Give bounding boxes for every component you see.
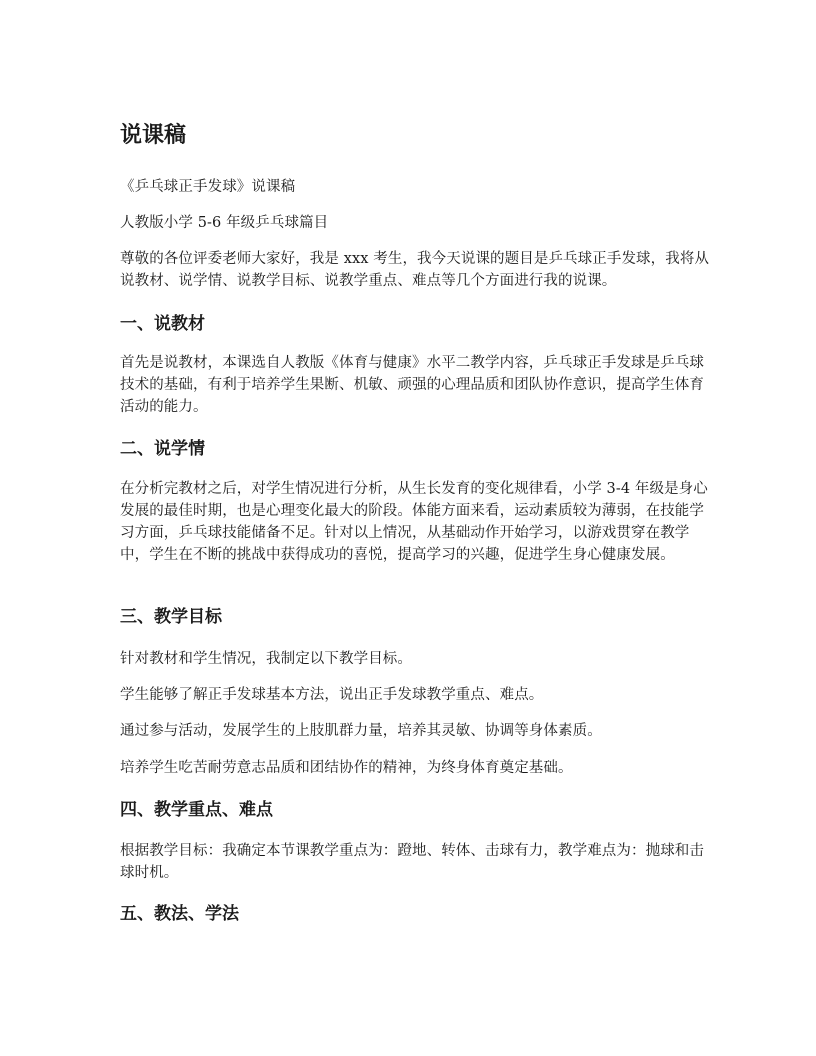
edition-line: 人教版小学 5-6 年级乒乓球篇目 xyxy=(120,215,329,231)
lesson-title: 《乒乓球正手发球》说课稿 xyxy=(120,179,296,195)
section-paragraph-textbook: 首先是说教材，本课选自人教版《体育与健康》水平二教学内容，乒乓球正手发球是乒乓球技术的基础，有利于培养学生果断、机敏、顽强的心理品质和团队协作意识，提高学生体育活动的能力。 xyxy=(120,355,704,415)
section-heading-objectives: 三、教学目标 xyxy=(120,607,222,627)
greeting-paragraph: 尊敬的各位评委老师大家好，我是 xxx 考生，我今天说课的题目是乒乓球正手发球，我将从说教材、说学情、说教学目标、说教学重点、难点等几个方面进行我的说课。 xyxy=(120,251,710,289)
objective-item: 通过参与活动，发展学生的上肢肌群力量，培养其灵敏、协调等身体素质。 xyxy=(120,723,602,739)
objectives-intro: 针对教材和学生情况，我制定以下教学目标。 xyxy=(120,651,412,667)
objective-item: 培养学生吃苦耐劳意志品质和团结协作的精神，为终身体育奠定基础。 xyxy=(120,760,573,776)
section-heading-key-points: 四、教学重点、难点 xyxy=(120,800,273,820)
section-heading-textbook: 一、说教材 xyxy=(120,314,205,334)
objective-item: 学生能够了解正手发球基本方法，说出正手发球教学重点、难点。 xyxy=(120,687,544,703)
section-heading-learners: 二、说学情 xyxy=(120,439,205,459)
document-title: 说课稿 xyxy=(120,123,187,148)
section-heading-methods: 五、教法、学法 xyxy=(120,904,239,924)
document-page xyxy=(120,0,710,1056)
section-paragraph-learners: 在分析完教材之后，对学生情况进行分析，从生长发育的变化规律看，小学 3-4 年级是身心发展的最佳时期，也是心理变化最大的阶段。体能方面来看，运动素质较为薄弱，在技能学习方面，乒乓球技能储备不足。针对以上情况，从基础动作开始学习，以游戏贯穿在教学中，学生在不断的挑战中获得成功的喜悦，提高学习的兴趣，促进学生身心健康发展。 xyxy=(120,481,708,563)
section-paragraph-key-points: 根据教学目标：我确定本节课教学重点为：蹬地、转体、击球有力，教学难点为：抛球和击球时机。 xyxy=(120,843,704,881)
